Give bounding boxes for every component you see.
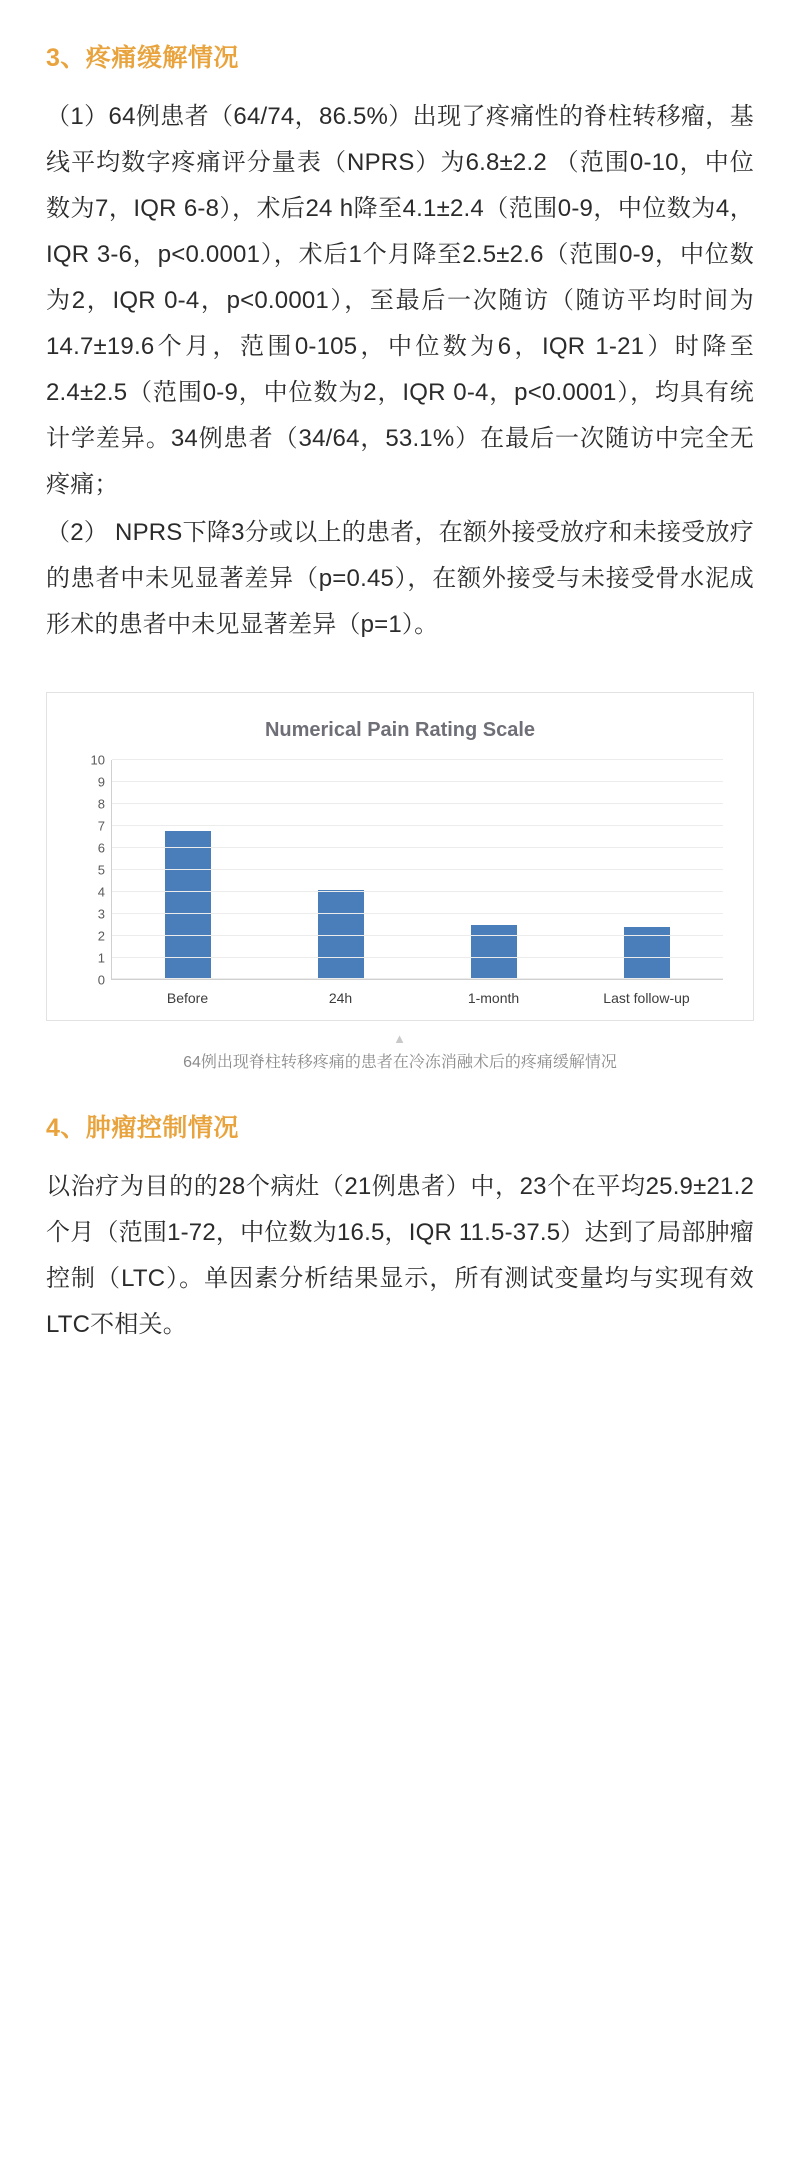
paragraph-pain-relief-2: （2） NPRS下降3分或以上的患者，在额外接受放疗和未接受放疗的患者中未见显著差异（p=0.45），在额外接受与未接受骨水泥成形术的患者中未见显著差异（p=1）。 — [46, 519, 754, 639]
chart-x-axis — [111, 990, 723, 1006]
chart-y-tick-label: 4 — [97, 884, 105, 900]
paragraph-pain-relief-1: （1）64例患者（64/74，86.5%）出现了疼痛性的脊柱转移瘤，基线平均数字疼痛评分量表（NPRS）为6.8±2.2 （范围0-10，中位数为7，IQR 6-8），术后24 h降至4.1±2.4（范围0-9，中位数为4，IQR 3-6，p<0.0001），术后1个月降至2.5±2.6（范围0-9，中位数为2，IQR 0-4，p<0.0001），至最后一次随访（随访平均时间为14.7±19.6个月，范围0-105，中位数为6，IQR 1-21）时降至2.4±2.5（范围0-9，中位数为2，IQR 0-4，p<0.0001），均具有统计学差异。34例患者（34/64，53.1%）在最后一次随访中完全无疼痛； — [46, 102, 754, 499]
chart-bar-wrap — [112, 760, 265, 979]
chart-gridline — [112, 759, 723, 760]
chart-gridline — [112, 957, 723, 958]
chart-gridline — [112, 803, 723, 804]
chart-gridline — [112, 847, 723, 848]
chart-plot-area — [67, 752, 729, 1010]
figure-pain-chart — [46, 692, 754, 1076]
chart-title: Numerical Pain Rating Scale — [264, 719, 536, 742]
chart-x-tick-label: Before — [166, 990, 209, 1007]
chart-bar-wrap — [265, 760, 418, 979]
caret-icon: ▲ — [393, 1031, 407, 1047]
chart-gridline — [112, 869, 723, 870]
chart-y-tick-label: 3 — [97, 906, 105, 922]
chart-y-tick-label: 2 — [97, 928, 105, 944]
chart-gridline — [112, 891, 723, 892]
section-heading-pain-relief: 3、疼痛缓解情况 — [46, 44, 239, 72]
chart-y-tick-label: 9 — [97, 774, 105, 790]
chart-y-tick-label: 1 — [97, 950, 105, 966]
section-heading-tumor-control: 4、肿瘤控制情况 — [46, 1114, 239, 1143]
chart-gridline — [112, 935, 723, 936]
paragraph-tumor-control-1: 以治疗为目的的28个病灶（21例患者）中，23个在平均25.9±21.2个月（范围1-72，中位数为16.5，IQR 11.5-37.5）达到了局部肿瘤控制（LTC）。单因素分析结果显示，所有测试变量均与实现有效LTC不相关。 — [46, 1172, 754, 1338]
chart-y-tick-label: 7 — [97, 818, 105, 834]
chart-gridline — [112, 781, 723, 782]
chart-y-tick-label: 8 — [97, 796, 105, 812]
chart-y-tick-label: 10 — [90, 752, 105, 768]
chart-gridline — [112, 978, 723, 979]
chart-gridline — [112, 913, 723, 914]
chart-bars — [112, 760, 723, 979]
chart-y-tick-label: 6 — [97, 840, 105, 856]
chart-bar-wrap — [570, 760, 723, 979]
chart-plot — [111, 760, 723, 980]
chart-y-tick-label: 5 — [97, 862, 105, 878]
chart-x-tick-label: 24h — [328, 990, 353, 1007]
chart-x-tick-label: Last follow-up — [603, 990, 690, 1007]
figure-caption: 64例出现脊柱转移疼痛的患者在冷冻消融术后的疼痛缓解情况 — [183, 1054, 617, 1072]
chart-bar-wrap — [418, 760, 571, 979]
chart-y-tick-label: 0 — [97, 972, 105, 988]
chart-container — [46, 692, 754, 1021]
chart-x-tick-label: 1-month — [467, 990, 520, 1007]
chart-gridline — [112, 825, 723, 826]
chart-bar — [471, 925, 517, 980]
